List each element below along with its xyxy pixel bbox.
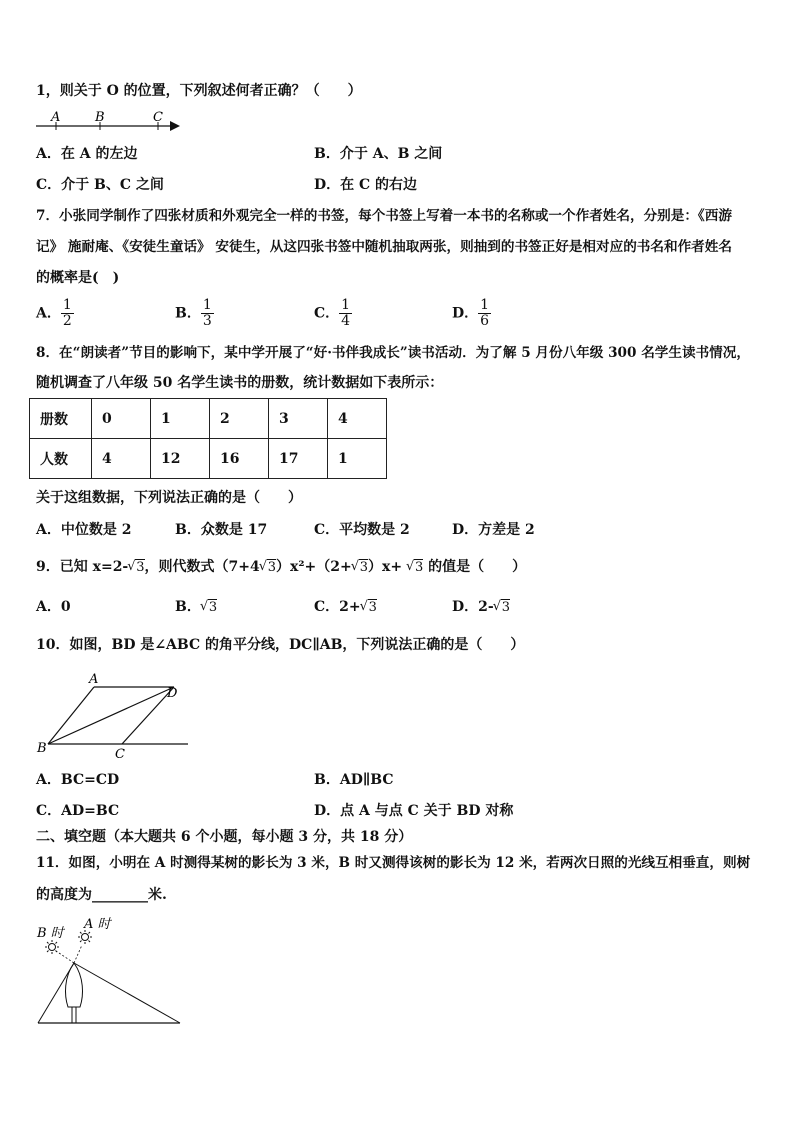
table-cell: 册数 [30, 399, 92, 439]
table-cell: 0 [92, 399, 151, 439]
q8-data-table [29, 398, 387, 479]
table-cell: 1 [151, 399, 210, 439]
sun-icon-a [78, 930, 92, 944]
arrow-right-icon [170, 121, 180, 131]
q10-option-a: A．BC=CD [36, 772, 120, 788]
q8-option-d: D．方差是 2 [452, 522, 535, 538]
q11-tree-shadow-figure [34, 915, 194, 1030]
table-cell: 2 [210, 399, 269, 439]
q9-option-d: D．2-√ 3 [452, 597, 510, 617]
q10-stem: 10．如图，BD 是∠ABC 的角平分线，DC∥AB，下列说法正确的是（ ） [36, 637, 525, 653]
q8-option-b: B．众数是 17 [175, 522, 268, 538]
q9-stem: 9．已知 x=2-√ 3，则代数式（7+4√ 3）x²+（2+√ 3）x+ √ 3 的值是（ ） [36, 557, 526, 577]
figure-label-b: B [37, 741, 47, 756]
table-cell: 16 [210, 439, 269, 479]
option-c: C．介于 B、C 之间 [36, 177, 164, 193]
table-cell: 4 [328, 399, 387, 439]
table-cell: 人数 [30, 439, 92, 479]
label-a-time: A 时 [84, 917, 111, 932]
table-cell: 4 [92, 439, 151, 479]
q8-option-c: C．平均数是 2 [314, 522, 410, 538]
q9-option-c: C．2+√ 3 [314, 597, 377, 617]
q7-line-2: 记》 施耐庵、《安徒生童话》 安徒生，从这四张书签中随机抽取两张，则抽到的书签正好是相对应的书名和作者姓名 [36, 239, 732, 255]
number-line-label-a: A [51, 110, 61, 125]
figure-label-d: D [167, 686, 178, 701]
table-row [30, 399, 387, 439]
q10-parallelogram-figure [34, 668, 190, 764]
q10-option-c: C．AD=BC [36, 803, 120, 819]
option-b: B．介于 A、B 之间 [314, 146, 443, 162]
q9-option-a: A．0 [36, 599, 71, 615]
option-a: A．在 A 的左边 [36, 146, 138, 162]
q9-option-b: B．√ 3 [175, 597, 217, 617]
table-cell: 12 [151, 439, 210, 479]
number-line-label-b: B [95, 110, 105, 125]
q7-option-d: D． $\frac{1}{6}$ [452, 297, 490, 329]
figure-label-a: A [89, 672, 99, 687]
figure-label-c: C [115, 747, 125, 762]
table-cell: 1 [328, 439, 387, 479]
q7-line-1: 7．小张同学制作了四张材质和外观完全一样的书签，每个书签上写着一本书的名称或一个作者姓名，分别是：《西游 [36, 208, 732, 224]
q7-option-b: B． $\frac{1}{3}$ [175, 297, 212, 329]
table-row [30, 439, 387, 479]
tree-icon [66, 963, 83, 1007]
q11-line-1: 11．如图，小明在 A 时测得某树的影长为 3 米，B 时又测得该树的影长为 12 米，若两次日照的光线互相垂直，则树 [36, 855, 751, 871]
label-b-time: B 时 [37, 926, 64, 941]
q10-option-d: D．点 A 与点 C 关于 BD 对称 [314, 803, 514, 819]
section-heading: 二、填空题（本大题共 6 个小题，每小题 3 分，共 18 分） [36, 829, 413, 845]
q8-line-1: 8．在“朗读者”节目的影响下，某中学开展了“好·书伴我成长”读书活动．为了解 5 月份八年级 300 名学生读书情况， [36, 345, 750, 361]
number-line-figure [34, 110, 184, 134]
q7-line-3: 的概率是( ) [36, 270, 120, 286]
option-d: D．在 C 的右边 [314, 177, 418, 193]
q7-option-a: A． $\frac{1}{2}$ [36, 297, 72, 329]
q10-option-b: B．AD∥BC [314, 772, 394, 788]
table-cell: 17 [269, 439, 328, 479]
sun-icon-b [45, 940, 59, 954]
q7-option-c: C． $\frac{1}{4}$ [314, 297, 351, 329]
q8-option-a: A．中位数是 2 [36, 522, 132, 538]
table-cell: 3 [269, 399, 328, 439]
q8-after-table: 关于这组数据，下列说法正确的是（ ） [36, 490, 302, 506]
question-partial-stem: 1，则关于 O 的位置，下列叙述何者正确？（ ） [36, 83, 362, 99]
q8-line-2: 随机调查了八年级 50 名学生读书的册数，统计数据如下表所示： [36, 375, 444, 391]
q11-line-2: 的高度为________米. [36, 887, 167, 903]
number-line-label-c: C [153, 110, 163, 125]
